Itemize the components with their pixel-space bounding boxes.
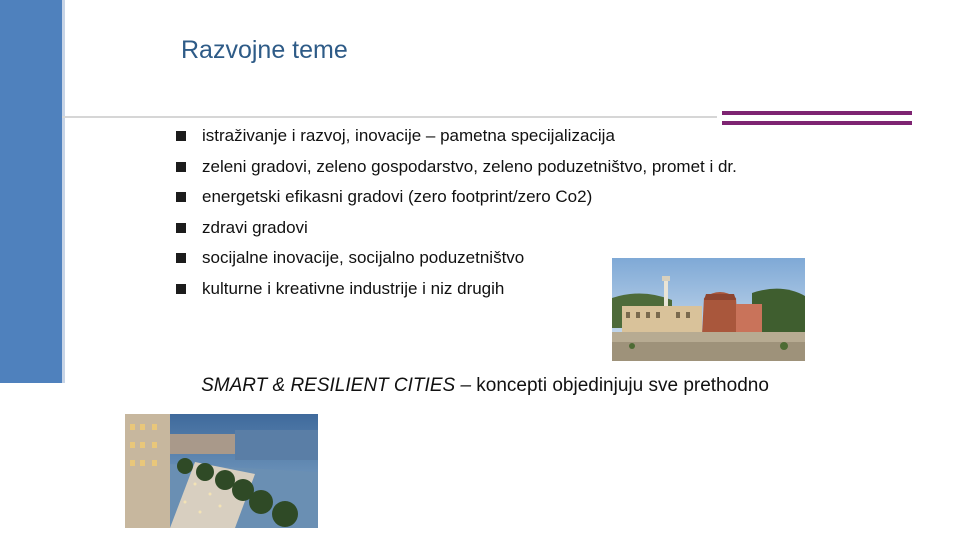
title-rule-purple-top xyxy=(722,111,912,115)
riva-waterfront-photo xyxy=(125,414,318,528)
bullet-text: energetski efikasni gradovi (zero footprint/zero Co2) xyxy=(202,187,593,206)
square-bullet-icon xyxy=(176,131,186,141)
square-bullet-icon xyxy=(176,253,186,263)
square-bullet-icon xyxy=(176,162,186,172)
square-bullet-icon xyxy=(176,192,186,202)
bullet-text: kulturne i kreativne industrije i niz drugih xyxy=(202,278,505,298)
slide-title: Razvojne teme xyxy=(181,36,348,64)
bullet-text: zeleni gradovi, zeleno gospodarstvo, zeleno poduzetništvo, promet i dr. xyxy=(202,156,737,176)
square-bullet-icon xyxy=(176,223,186,233)
title-rule-gray xyxy=(62,116,717,118)
list-item xyxy=(176,156,776,178)
conclusion-rest: koncepti objedinjuju sve prethodno xyxy=(471,375,769,396)
fortress-square-photo xyxy=(612,258,805,361)
title-rule-blue xyxy=(40,116,62,118)
bullet-text: zdravi gradovi xyxy=(202,217,308,237)
list-item xyxy=(176,217,776,239)
list-item xyxy=(176,186,776,208)
bullet-text: socijalne inovacije, socijalno poduzetništvo xyxy=(202,248,525,267)
list-item xyxy=(176,125,776,147)
conclusion-text xyxy=(200,372,770,400)
smart-resilient-cities-label: SMART & RESILIENT CITIES – xyxy=(201,375,472,396)
left-accent-bar xyxy=(0,0,62,383)
bullet-text: istraživanje i razvoj, inovacije – pametna specijalizacija xyxy=(202,126,615,145)
left-accent-shadow xyxy=(62,0,65,383)
square-bullet-icon xyxy=(176,284,186,294)
